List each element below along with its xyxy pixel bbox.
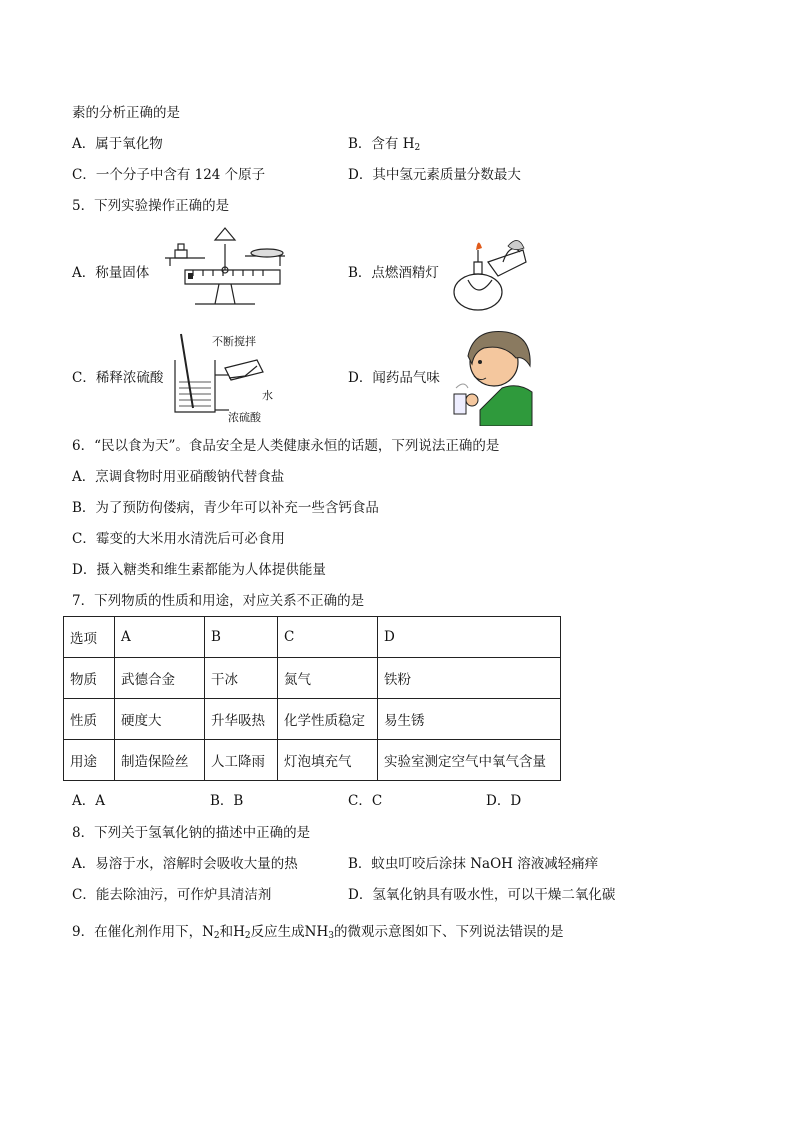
- q4-option-b: B．含有 $H_2$: [348, 136, 421, 153]
- stir-label: 不断搅拌: [212, 335, 256, 348]
- table-cell: 干冰: [205, 658, 278, 699]
- q8-stem: 8．下列关于氢氧化钠的描述中正确的是: [72, 825, 311, 841]
- table-cell: 性质: [64, 699, 115, 740]
- table-cell: 武德合金: [115, 658, 205, 699]
- water-label: 水: [262, 389, 273, 402]
- table-cell: 实验室测定空气中氧气含量: [378, 740, 561, 781]
- table-row: [64, 740, 561, 781]
- q4-stem-tail: 素的分析正确的是: [72, 105, 180, 121]
- q4-option-d: D．其中氢元素质量分数最大: [348, 167, 521, 183]
- q6-option-a: A．烹调食物时用亚硝酸钠代替食盐: [72, 469, 285, 485]
- q9-stem: 9．在催化剂作用下，$N_2$和$H_2$反应生成$NH_3$的微观示意图如下、下列说法错误的是: [72, 924, 564, 941]
- table-row: [64, 658, 561, 699]
- table-cell: 铁粉: [378, 658, 561, 699]
- table-cell: 人工降雨: [205, 740, 278, 781]
- table-cell: 用途: [64, 740, 115, 781]
- q7-option-a: A．A: [72, 793, 105, 809]
- table-cell: A: [115, 617, 205, 658]
- table-cell: B: [205, 617, 278, 658]
- q6-option-b: B．为了预防佝偻病，青少年可以补充一些含钙食品: [72, 500, 379, 516]
- table-cell: C: [278, 617, 378, 658]
- table-cell: 易生锈: [378, 699, 561, 740]
- balance-figure: [155, 226, 295, 316]
- table-cell: 灯泡填充气: [278, 740, 378, 781]
- q5-option-b: B．点燃酒精灯: [348, 265, 439, 281]
- q4-option-c: C．一个分子中含有 124 个原子: [72, 167, 266, 183]
- smelling-figure: [444, 326, 536, 426]
- table-cell: 物质: [64, 658, 115, 699]
- q5-stem: 5．下列实验操作正确的是: [72, 198, 230, 214]
- table-cell: 升华吸热: [205, 699, 278, 740]
- q8-option-a: A．易溶于水，溶解时会吸收大量的热: [72, 856, 298, 872]
- table-row: [64, 617, 561, 658]
- table-cell: 硬度大: [115, 699, 205, 740]
- q8-option-d: D．氢氧化钠具有吸水性，可以干燥二氧化碳: [348, 887, 616, 903]
- q5-option-d: D．闻药品气味: [348, 370, 440, 386]
- table-cell: 氮气: [278, 658, 378, 699]
- q6-option-d: D．摄入糖类和维生素都能为人体提供能量: [72, 562, 326, 578]
- q8-option-b: B．蚊虫叮咬后涂抹 NaOH 溶液减轻痛痒: [348, 856, 599, 872]
- q7-option-c: C．C: [348, 793, 383, 809]
- properties-table: [63, 616, 561, 781]
- acid-label: 浓硫酸: [228, 411, 261, 424]
- table-cell: 制造保险丝: [115, 740, 205, 781]
- q4-option-a: A．属于氧化物: [72, 136, 163, 152]
- table-cell: D: [378, 617, 561, 658]
- q7-stem: 7．下列物质的性质和用途，对应关系不正确的是: [72, 593, 365, 609]
- q5-option-a: A．称量固体: [72, 265, 150, 281]
- q7-option-b: B．B: [210, 793, 244, 809]
- alcohol-lamp-figure: [448, 232, 528, 317]
- q8-option-c: C．能去除油污，可作炉具清洁剂: [72, 887, 272, 903]
- q6-option-c: C．霉变的大米用水清洗后可必食用: [72, 531, 285, 547]
- q7-option-d: D．D: [486, 793, 522, 809]
- q5-option-c: C．稀释浓硫酸: [72, 370, 164, 386]
- table-cell: 化学性质稳定: [278, 699, 378, 740]
- table-cell: 选项: [64, 617, 115, 658]
- q6-stem: 6．“民以食为天”。食品安全是人类健康永恒的话题，下列说法正确的是: [72, 438, 500, 454]
- table-row: [64, 699, 561, 740]
